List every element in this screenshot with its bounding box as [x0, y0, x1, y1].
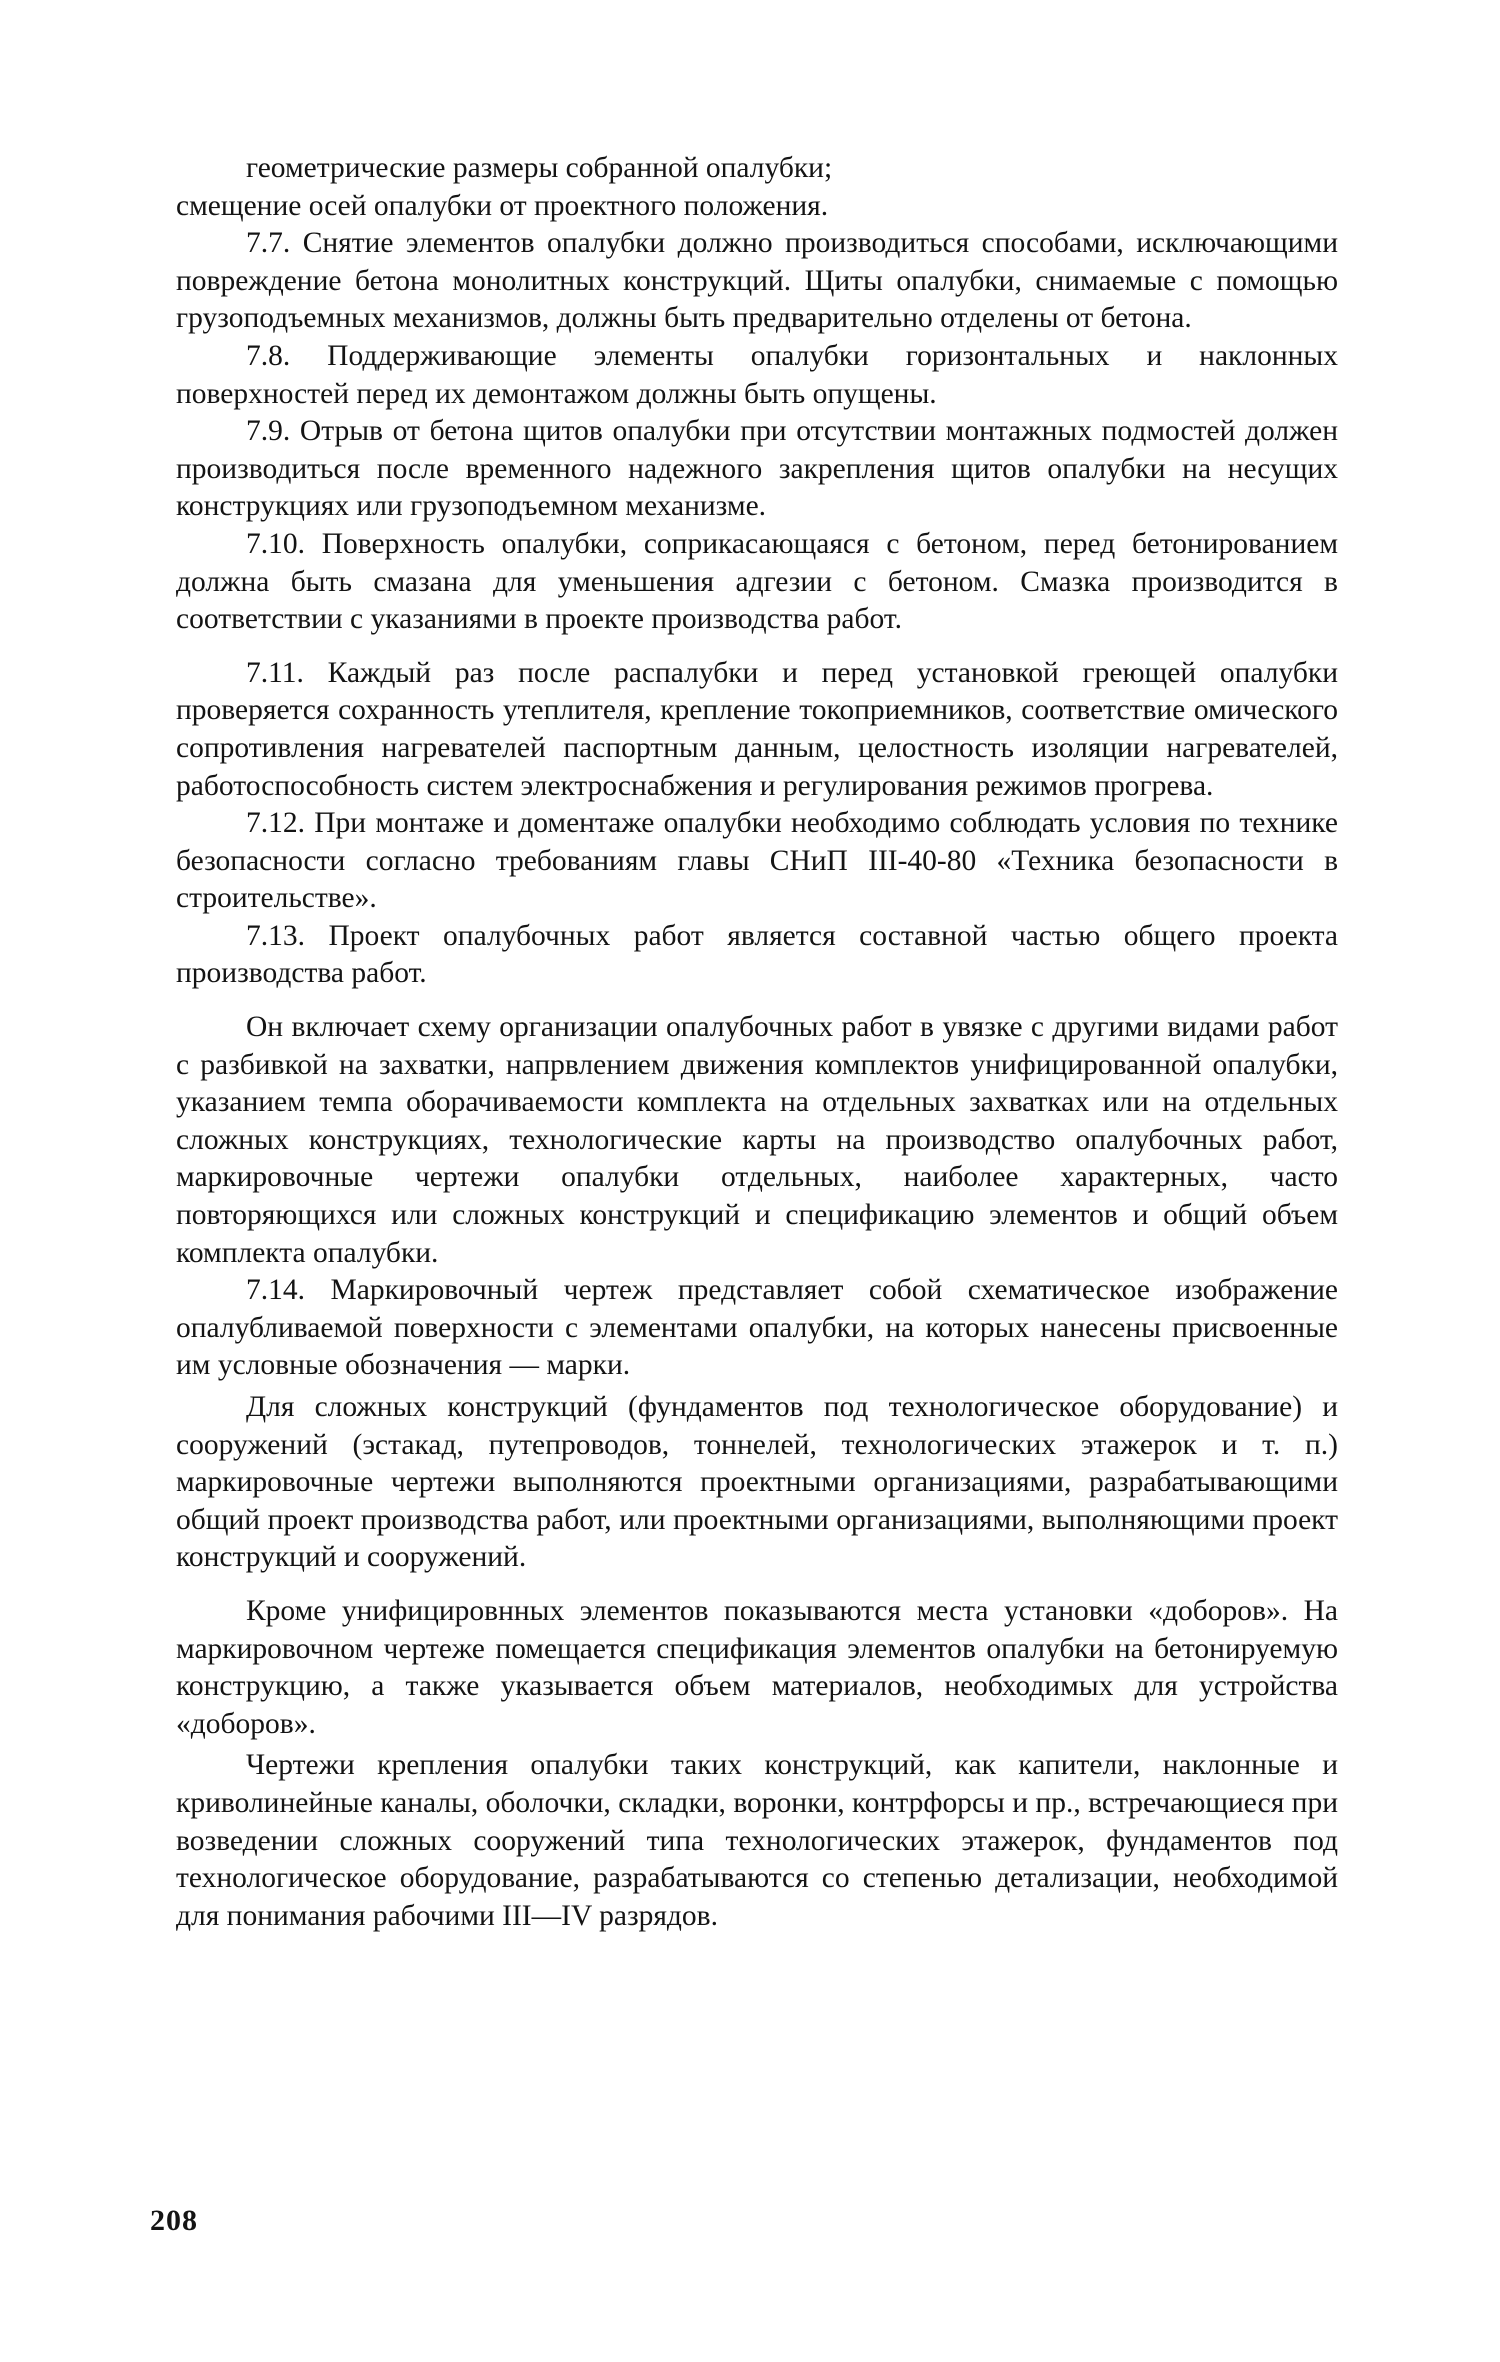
paragraph-7-8: 7.8. Поддерживающие элементы опалубки горизонтальных и наклонных поверхностей перед их демонтажом должны быть опущены. — [176, 339, 1338, 410]
paragraph-complex-structures: Для сложных конструкций (фундаментов под технологическое оборудование) и сооружений (эстакад, путепроводов, тоннелей, технологических этажерок и т. п.) маркировочные чертежи выполняются проектными организациями, разрабатывающими общий проект производства работ, или проектными организациями, выполняющими проект конструкций и сооружений. — [176, 1391, 1338, 1574]
paragraph-7-14: 7.14. Маркировочный чертеж представляет собой схематическое изображение опалубливаемой поверхности с элементами опалубки, на которых нанесены присвоенные им условные обозначения — марки. — [176, 1274, 1338, 1382]
page-number: 208 — [150, 2204, 198, 2237]
paragraph-axis-shift: смещение осей опалубки от проектного положения. — [176, 189, 829, 222]
paragraph-besides-unified: Кроме унифицировнных элементов показываются места установки «доборов». На маркировочном чертеже помещается спецификация элементов опалубки на бетонируемую конструкцию, а также указывается объем материалов, необходимых для устройства «доборов». — [176, 1594, 1338, 1740]
paragraph-fastening-drawings: Чертежи крепления опалубки таких конструкций, как капители, наклонные и криволинейные каналы, оболочки, складки, воронки, контрфорсы и пр., встречающиеся при возведении сложных сооружений типа технологических этажерок, фундаментов под технологическое оборудование, разрабатываются со степенью детализации, необходимой для понимания рабочими III—IV разрядов. — [176, 1749, 1338, 1932]
paragraph-7-12: 7.12. При монтаже и доментаже опалубки необходимо соблюдать условия по технике безопасности согласно требованиям главы СНиП III-40-80 «Техника безопасности в строительстве». — [176, 807, 1338, 915]
paragraph-7-13: 7.13. Проект опалубочных работ является составной частью общего проекта производства работ. — [176, 919, 1338, 990]
paragraph-7-11: 7.11. Каждый раз после распалубки и перед установкой греющей опалубки проверяется сохранность утеплителя, крепление токоприемников, соответствие омического сопротивления нагревателей паспортным данным, целостность изоляции нагревателей, работоспособность систем электроснабжения и регулирования режимов прогрева. — [176, 656, 1338, 802]
paragraph-geometric-dimensions: геометрические размеры собранной опалубки; — [246, 152, 833, 184]
paragraph-7-10: 7.10. Поверхность опалубки, соприкасающаяся с бетоном, перед бетонированием должна быть смазана для уменьшения адгезии с бетоном. Смазка производится в соответствии с указаниями в проекте производства работ. — [176, 527, 1338, 636]
page-body-text — [176, 150, 1338, 1935]
paragraph-7-7: 7.7. Снятие элементов опалубки должно производиться способами, исключающими повреждение бетона монолитных конструкций. Щиты опалубки, снимаемые с помощью грузоподъемных механизмов, должны быть предварительно отделены от бетона. — [176, 227, 1338, 335]
paragraph-7-9: 7.9. Отрыв от бетона щитов опалубки при отсутствии монтажных подмостей должен производиться после временного надежного закрепления щитов опалубки на несущих конструкциях или грузоподъемном механизме. — [176, 415, 1338, 523]
paragraph-project-includes: Он включает схему организации опалубочных работ в увязке с другими видами работ с разбивкой на захватки, напрвлением движения комплектов унифицированной опалубки, указанием темпа оборачиваемости комплекта на отдельных захватках или на отдельных сложных конструкциях, технологические карты на производство опалубочных работ, маркировочные чертежи опалубки отдельных, наиболее характерных, часто повторяющихся или сложных конструкций и спецификацию элементов и общий объем комплекта опалубки. — [176, 1011, 1338, 1269]
